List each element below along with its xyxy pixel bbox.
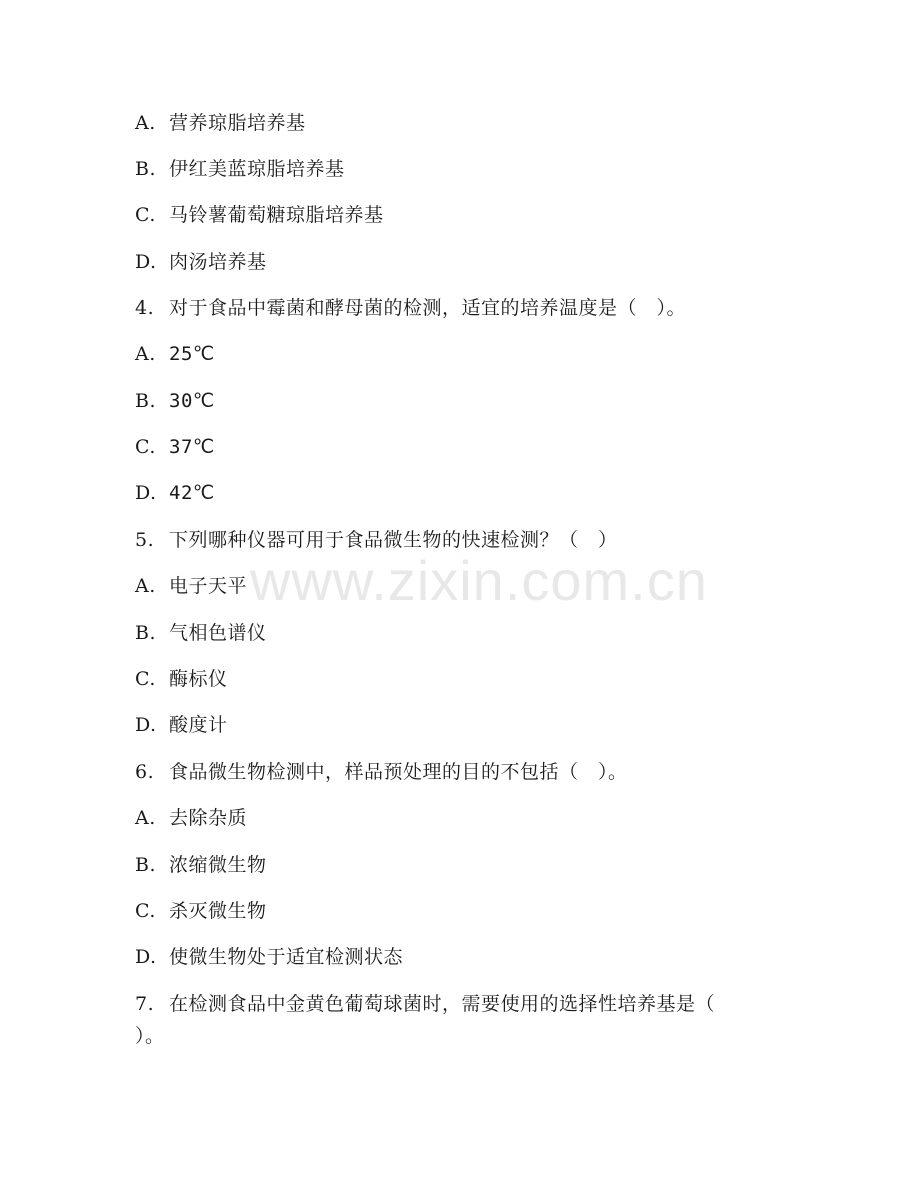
option-text: 营养琼脂培养基 [169, 112, 306, 134]
option-label: A. [135, 112, 156, 134]
q6-option-d [135, 944, 775, 970]
option-text: 酸度计 [169, 714, 228, 736]
question-text-line-1: 在检测食品中金黄色葡萄球菌时，需要使用的选择性培养基是（ [169, 993, 716, 1015]
q4-option-b [135, 388, 775, 414]
question-text: 下列哪种仪器可用于食品微生物的快速检测？（ ） [169, 529, 618, 551]
q7-question [135, 991, 775, 1017]
option-text: 肉汤培养基 [169, 251, 267, 273]
question-number: 5. [135, 529, 155, 551]
option-label: A. [135, 807, 156, 829]
q3-option-b [135, 156, 775, 182]
option-label: B. [135, 158, 157, 180]
q3-option-c [135, 202, 775, 228]
question-text-line-2: ）。 [135, 1025, 165, 1047]
q6-question [135, 759, 775, 785]
q3-option-a [135, 110, 775, 136]
option-text: 去除杂质 [169, 807, 248, 829]
option-label: A. [135, 343, 156, 365]
option-label: B. [135, 622, 157, 644]
question-number: 6. [135, 761, 155, 783]
option-text: 使微生物处于适宜检测状态 [169, 946, 404, 968]
option-label: D. [135, 714, 157, 736]
option-label: C. [135, 204, 156, 226]
option-label: D. [135, 482, 157, 504]
watermark: www.zixin.com.cn [250, 549, 708, 612]
q4-option-d [135, 480, 775, 506]
q6-option-b [135, 852, 775, 878]
question-text: 食品微生物检测中，样品预处理的目的不包括（ ）。 [169, 761, 628, 783]
q4-question [135, 295, 775, 321]
question-number: 7. [135, 993, 155, 1015]
option-text: 25℃ [169, 343, 215, 365]
option-text: 伊红美蓝琼脂培养基 [169, 158, 345, 180]
q6-option-a [135, 805, 775, 831]
option-label: C. [135, 436, 156, 458]
option-label: C. [135, 900, 156, 922]
option-label: A. [135, 575, 156, 597]
q4-option-a [135, 341, 775, 367]
option-label: D. [135, 946, 157, 968]
option-text: 电子天平 [169, 575, 248, 597]
option-label: B. [135, 390, 157, 412]
q7-question-continuation [135, 1023, 775, 1049]
option-text: 30℃ [169, 390, 215, 412]
q5-option-d [135, 712, 775, 738]
q3-option-d [135, 249, 775, 275]
option-text: 气相色谱仪 [169, 622, 267, 644]
option-text: 42℃ [169, 482, 215, 504]
question-number: 4. [135, 297, 155, 319]
option-label: C. [135, 668, 156, 690]
q4-option-c [135, 434, 775, 460]
option-text: 37℃ [169, 436, 215, 458]
option-label: D. [135, 251, 157, 273]
option-label: B. [135, 854, 157, 876]
q5-option-c [135, 666, 775, 692]
option-text: 浓缩微生物 [169, 854, 267, 876]
option-text: 杀灭微生物 [169, 900, 267, 922]
q5-option-b [135, 620, 775, 646]
question-text: 对于食品中霉菌和酵母菌的检测，适宜的培养温度是（ ）。 [169, 297, 687, 319]
option-text: 酶标仪 [169, 668, 228, 690]
option-text: 马铃薯葡萄糖琼脂培养基 [169, 204, 384, 226]
q6-option-c [135, 898, 775, 924]
